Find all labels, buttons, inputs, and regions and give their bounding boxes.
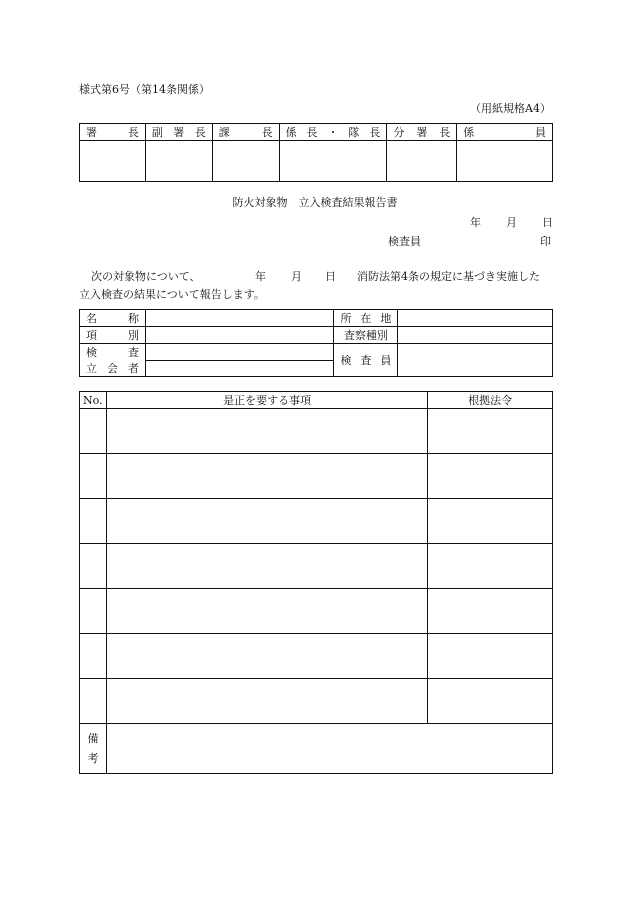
item-no-cell[interactable] — [80, 589, 107, 634]
attendee-field[interactable] — [145, 360, 334, 377]
item-law-cell[interactable] — [428, 544, 553, 589]
items-table — [79, 391, 553, 774]
inspector-label-cell: 検 査 員 — [334, 344, 398, 377]
intro-day: 日 — [325, 270, 336, 283]
item-no-cell[interactable] — [80, 409, 107, 454]
inspector-label: 検査員 — [388, 235, 421, 248]
location-field[interactable] — [398, 310, 553, 327]
approval-role-branch-chief: 分 署 長 — [387, 124, 457, 141]
item-law-cell[interactable] — [428, 679, 553, 724]
item-text-cell[interactable] — [106, 679, 427, 724]
col-items-header: 是正を要する事項 — [106, 392, 427, 409]
date-day: 日 — [542, 216, 553, 229]
inspection-type-label: 査察種別 — [334, 327, 398, 344]
category-field[interactable] — [145, 327, 334, 344]
stamp-cell[interactable] — [457, 141, 553, 182]
item-law-cell[interactable] — [428, 409, 553, 454]
category-label: 項 別 — [80, 327, 146, 344]
approval-role-chief: 署 長 — [80, 124, 146, 141]
intro-month: 月 — [291, 270, 302, 283]
stamp-cell[interactable] — [387, 141, 457, 182]
name-field[interactable] — [145, 310, 334, 327]
item-no-cell[interactable] — [80, 679, 107, 724]
remarks-label: 備 考 — [80, 724, 107, 774]
inspect-field[interactable] — [145, 344, 334, 361]
item-text-cell[interactable] — [106, 544, 427, 589]
form-number: 様式第6号（第14条関係） — [79, 83, 210, 96]
stamp-cell[interactable] — [212, 141, 279, 182]
item-text-cell[interactable] — [106, 589, 427, 634]
item-law-cell[interactable] — [428, 499, 553, 544]
document-title: 防火対象物 立入検査結果報告書 — [232, 196, 398, 209]
item-text-cell[interactable] — [106, 499, 427, 544]
paper-spec: （用紙規格A4） — [470, 102, 551, 115]
date-year: 年 — [470, 216, 481, 229]
item-text-cell[interactable] — [106, 409, 427, 454]
remarks-field[interactable] — [106, 724, 552, 774]
approval-role-unit-chief: 係 長 ・ 隊 長 — [279, 124, 387, 141]
inspect-label: 検 査 — [80, 344, 146, 361]
col-law-header: 根拠法令 — [428, 392, 553, 409]
item-law-cell[interactable] — [428, 589, 553, 634]
attendee-label: 立 会 者 — [80, 360, 146, 377]
item-no-cell[interactable] — [80, 634, 107, 679]
seal-mark: 印 — [540, 235, 551, 248]
stamp-cell[interactable] — [80, 141, 146, 182]
item-no-cell[interactable] — [80, 544, 107, 589]
stamp-cell[interactable] — [145, 141, 212, 182]
inspector-field[interactable] — [398, 344, 553, 377]
approval-table — [79, 123, 553, 182]
item-law-cell[interactable] — [428, 634, 553, 679]
item-law-cell[interactable] — [428, 454, 553, 499]
name-label: 名 称 — [80, 310, 146, 327]
inspection-type-field[interactable] — [398, 327, 553, 344]
intro-text-a: 次の対象物について、 — [91, 270, 201, 283]
approval-role-deputy-chief: 副 署 長 — [145, 124, 212, 141]
item-text-cell[interactable] — [106, 634, 427, 679]
approval-role-section-chief: 課 長 — [212, 124, 279, 141]
intro-text-line2: 立入検査の結果について報告します。 — [79, 288, 265, 301]
col-no-header: No. — [80, 392, 107, 409]
date-month: 月 — [506, 216, 517, 229]
intro-text-b: 消防法第4条の規定に基づき実施した — [357, 270, 540, 283]
stamp-cell[interactable] — [279, 141, 387, 182]
item-no-cell[interactable] — [80, 454, 107, 499]
info-table — [79, 309, 553, 377]
item-text-cell[interactable] — [106, 454, 427, 499]
location-label: 所 在 地 — [334, 310, 398, 327]
approval-role-staff: 係 員 — [457, 124, 553, 141]
intro-year: 年 — [255, 270, 266, 283]
item-no-cell[interactable] — [80, 499, 107, 544]
